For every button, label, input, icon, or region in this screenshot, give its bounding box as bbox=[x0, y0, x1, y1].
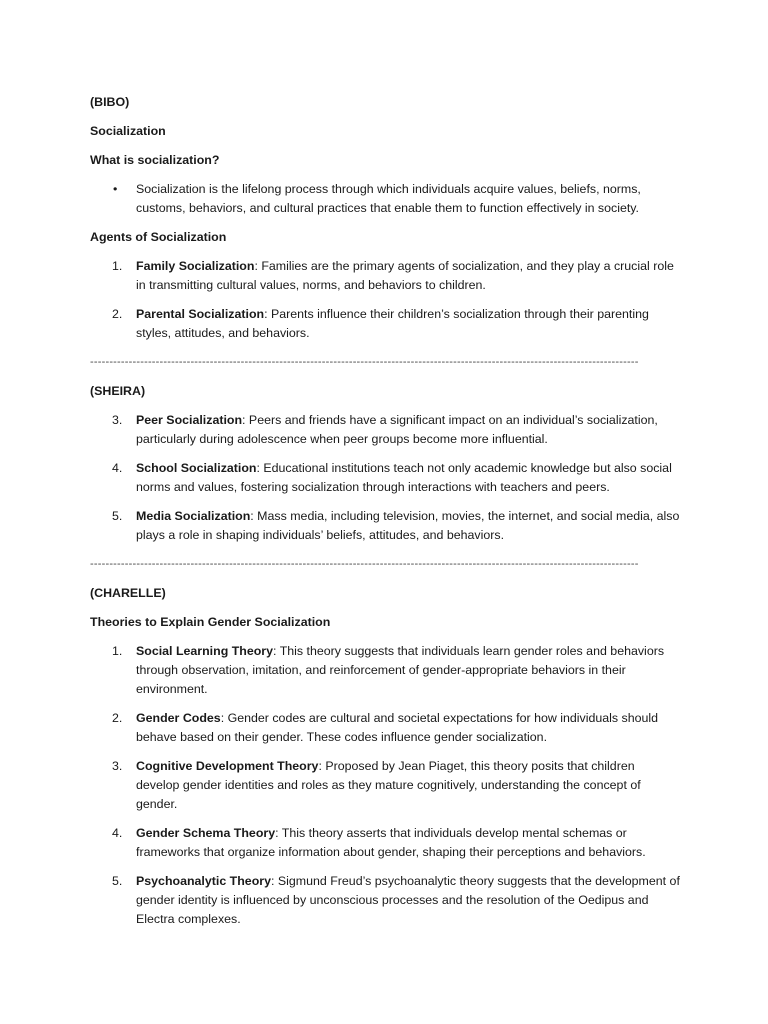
item-term: School Socialization bbox=[136, 461, 257, 475]
item-text: : Peers and friends have a significant impact on an individual’s socialization, particularly during adolescence when peer groups become more influential. bbox=[136, 413, 658, 446]
agents-list-part2 bbox=[90, 411, 680, 545]
item-term: Social Learning Theory bbox=[136, 644, 274, 658]
agents-list-part1 bbox=[90, 257, 680, 343]
section-title-socialization: Socialization bbox=[90, 124, 166, 138]
theories-list bbox=[90, 642, 680, 929]
item-term: Gender Schema Theory bbox=[136, 826, 276, 840]
item-term: Cognitive Development Theory bbox=[136, 759, 319, 773]
item-text: : Mass media, including television, movies, the internet, and social media, also plays a role in shaping individuals’ beliefs, attitudes, and behaviors. bbox=[136, 509, 680, 542]
item-number: 2. bbox=[112, 711, 123, 725]
item-term: Family Socialization bbox=[136, 259, 255, 273]
presenter-sheira: (SHEIRA) bbox=[90, 384, 146, 398]
list-item bbox=[90, 257, 680, 295]
definition-list bbox=[90, 180, 680, 218]
list-item bbox=[90, 709, 680, 747]
agents-heading: Agents of Socialization bbox=[90, 230, 227, 244]
section-divider: ---------------------------------------------------------------------------------------------------------------------------------------------- bbox=[90, 558, 639, 570]
presenter-bibo: (BIBO) bbox=[90, 95, 130, 109]
item-term: Gender Codes bbox=[136, 711, 221, 725]
item-number: 4. bbox=[112, 826, 123, 840]
list-item bbox=[90, 757, 680, 814]
item-number: 2. bbox=[112, 307, 123, 321]
list-item bbox=[90, 507, 680, 545]
list-item bbox=[90, 872, 680, 929]
list-item bbox=[90, 305, 680, 343]
item-term: Parental Socialization bbox=[136, 307, 265, 321]
section-title-theories: Theories to Explain Gender Socialization bbox=[90, 615, 331, 629]
item-term: Media Socialization bbox=[136, 509, 251, 523]
item-term: Peer Socialization bbox=[136, 413, 243, 427]
item-text: : This theory suggests that individuals learn gender roles and behaviors through observation, imitation, and reinforcement of gender-appropriate behaviors in their environment. bbox=[136, 644, 665, 696]
definition-bullet: • Socialization is the lifelong process through which individuals acquire values, beliefs, norms, customs, behaviors, and cultural practices that enable them to function effectively in society. bbox=[90, 180, 680, 218]
item-number: 3. bbox=[112, 759, 123, 773]
item-number: 4. bbox=[112, 461, 123, 475]
item-text: : Gender codes are cultural and societal expectations for how individuals should behave based on their gender. These codes influence gender socialization. bbox=[136, 711, 659, 744]
list-item bbox=[90, 642, 680, 699]
item-text: : This theory asserts that individuals develop mental schemas or frameworks that organize information about gender, shaping their perceptions and behaviors. bbox=[136, 826, 646, 859]
list-item bbox=[90, 824, 680, 862]
item-number: 5. bbox=[112, 509, 123, 523]
item-text: : Sigmund Freud’s psychoanalytic theory suggests that the development of gender identity is influenced by unconscious processes and the resolution of the Oedipus and Electra complexes. bbox=[136, 874, 680, 926]
item-text: : Educational institutions teach not only academic knowledge but also social norms and values, fostering socialization through interactions with teachers and peers. bbox=[136, 461, 672, 494]
list-item bbox=[90, 411, 680, 449]
list-item bbox=[90, 459, 680, 497]
presenter-charelle: (CHARELLE) bbox=[90, 586, 166, 600]
item-text: : Proposed by Jean Piaget, this theory posits that children develop gender identities and roles as they mature cognitively, understanding the concept of gender. bbox=[136, 759, 641, 811]
item-number: 1. bbox=[112, 644, 123, 658]
item-text: : Families are the primary agents of socialization, and they play a crucial role in transmitting cultural values, norms, and behaviors to children. bbox=[136, 259, 674, 292]
section-divider: ---------------------------------------------------------------------------------------------------------------------------------------------- bbox=[90, 356, 639, 368]
item-term: Psychoanalytic Theory bbox=[136, 874, 271, 888]
item-number: 5. bbox=[112, 874, 123, 888]
question-heading: What is socialization? bbox=[90, 153, 220, 167]
document-page bbox=[90, 93, 680, 939]
item-number: 1. bbox=[112, 259, 123, 273]
item-text: : Parents influence their children’s socialization through their parenting styles, attitudes, and behaviors. bbox=[136, 307, 649, 340]
item-number: 3. bbox=[112, 413, 123, 427]
